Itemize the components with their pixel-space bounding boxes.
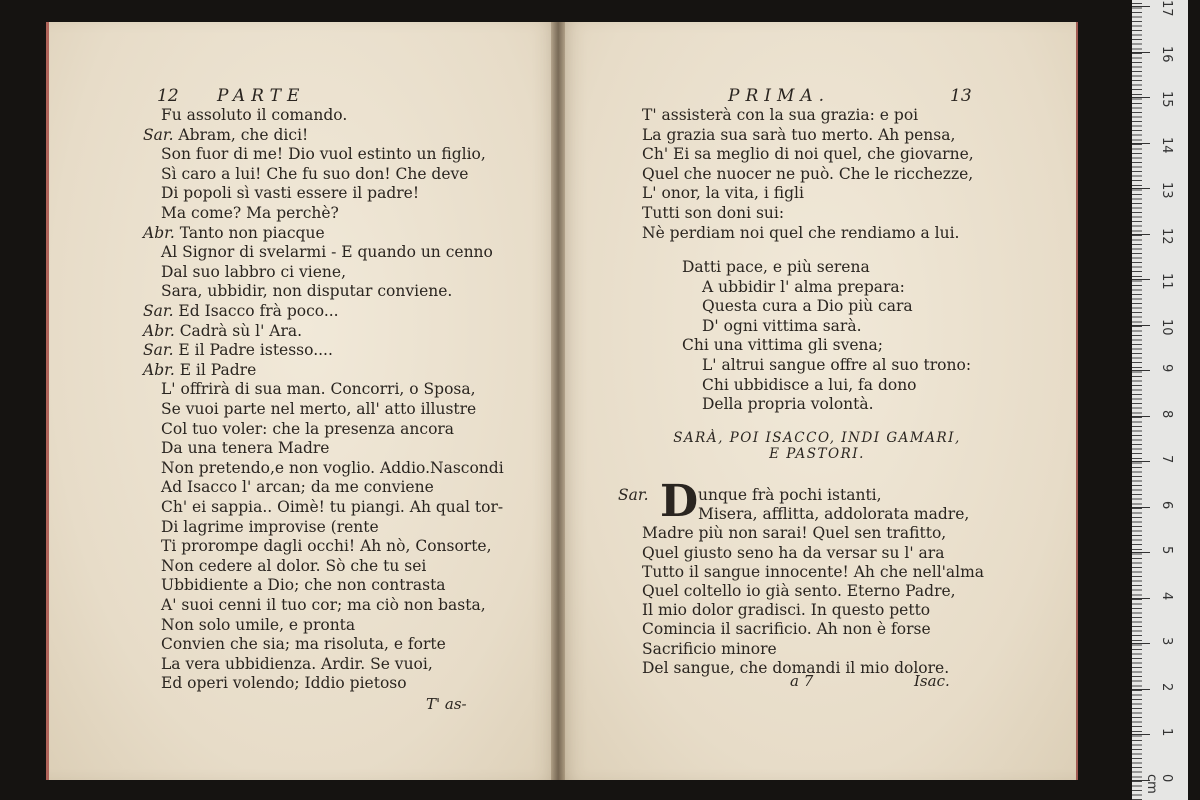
ruler-major-tick bbox=[1132, 598, 1150, 599]
right-aria-line: Questa cura a Dio più cara bbox=[702, 297, 913, 316]
line-text: Non cedere al dolor. Sò che tu sei bbox=[161, 556, 427, 575]
right-scene-line: unque frà pochi istanti, bbox=[698, 486, 882, 504]
left-line bbox=[143, 361, 256, 380]
right-recit-line: La grazia sua sarà tuo merto. Ah pensa, bbox=[642, 125, 956, 144]
left-line bbox=[143, 224, 325, 243]
ruler-major-tick bbox=[1132, 6, 1150, 7]
line-text: Ubbidiente a Dio; che non contrasta bbox=[161, 576, 446, 595]
left-line bbox=[161, 498, 503, 517]
ruler-number: 16 bbox=[1159, 45, 1174, 63]
right-scene-line: Tutto il sangue innocente! Ah che nell'alma bbox=[642, 562, 985, 581]
line-text: Ed Isacco frà poco... bbox=[178, 302, 339, 320]
ruler-major-tick bbox=[1132, 52, 1150, 53]
ruler-number: 0 cm bbox=[1144, 773, 1174, 794]
scene-heading-1: SARÀ, POI ISACCO, INDI GAMARI, bbox=[673, 430, 961, 446]
left-line bbox=[161, 184, 419, 203]
right-recit-line: Nè perdiam noi quel che rendiamo a lui. bbox=[642, 223, 960, 242]
line-text: Di popoli sì vasti essere il padre! bbox=[161, 184, 420, 203]
ruler-number: 10 bbox=[1159, 318, 1174, 336]
scene-speaker: Sar. bbox=[618, 486, 649, 504]
left-line bbox=[161, 655, 433, 674]
right-recit-line: T' assisterà con la sua grazia: e poi bbox=[642, 106, 919, 124]
line-text: Ed operi volendo; Iddio pietoso bbox=[161, 674, 407, 693]
ruler-major-tick bbox=[1132, 234, 1150, 235]
line-text: Convien che sia; ma risoluta, e forte bbox=[161, 635, 446, 654]
right-scene-line: Misera, afflitta, addolorata madre, bbox=[698, 505, 970, 524]
left-page-number: 12 bbox=[157, 86, 179, 106]
right-scene-line: Quel coltello io già sento. Eterno Padre, bbox=[642, 582, 956, 600]
ruler-number: 9 bbox=[1159, 364, 1174, 373]
line-text: E il Padre bbox=[179, 360, 257, 379]
line-text: Abram, che dici! bbox=[178, 125, 309, 144]
ruler-number: 1 bbox=[1159, 728, 1174, 737]
left-line bbox=[161, 439, 329, 458]
left-line bbox=[161, 674, 407, 693]
left-line bbox=[161, 400, 476, 419]
ruler-number: 14 bbox=[1159, 136, 1174, 154]
line-text: Ti prorompe dagli occhi! Ah nò, Consorte, bbox=[161, 537, 492, 556]
left-line bbox=[161, 616, 355, 635]
ruler-number: 4 bbox=[1159, 591, 1174, 600]
ruler-number: 2 bbox=[1159, 682, 1174, 691]
right-aria-line: Chi ubbidisce a lui, fa dono bbox=[702, 375, 917, 394]
left-line bbox=[161, 596, 486, 615]
right-recit-line: Tutti son doni sui: bbox=[642, 204, 785, 222]
right-aria-line: Datti pace, e più serena bbox=[682, 258, 870, 276]
line-text: Ad Isacco l' arcan; da me conviene bbox=[161, 478, 434, 497]
right-page-number: 13 bbox=[950, 86, 972, 106]
signature-mark: a 7 bbox=[790, 672, 814, 690]
ruler-number: 17 bbox=[1159, 0, 1174, 17]
line-text: Se vuoi parte nel merto, all' atto illustre bbox=[161, 400, 477, 418]
line-text: Non pretendo,e non voglio. Addio.Nascondi bbox=[161, 458, 504, 477]
line-text: Non solo umile, e pronta bbox=[161, 615, 356, 634]
ruler-major-tick bbox=[1132, 734, 1150, 735]
left-line bbox=[143, 341, 333, 360]
line-text: Ch' ei sappia.. Oimè! tu piangi. Ah qual tor- bbox=[161, 498, 504, 516]
ruler-number: 11 bbox=[1159, 273, 1174, 290]
right-aria-line: Chi una vittima gli svena; bbox=[682, 336, 883, 355]
left-line bbox=[161, 576, 446, 595]
left-line bbox=[143, 126, 308, 145]
ruler-number: 13 bbox=[1159, 182, 1174, 199]
scene-heading-2: E PASTORI. bbox=[769, 446, 865, 462]
left-line bbox=[143, 322, 302, 341]
speaker-label: Sar. bbox=[143, 302, 179, 320]
line-text: Sara, ubbidir, non disputar conviene. bbox=[161, 282, 453, 301]
ruler-major-tick bbox=[1132, 461, 1150, 462]
line-text: Col tuo voler: che la presenza ancora bbox=[161, 419, 455, 438]
line-text: Fu assoluto il comando. bbox=[161, 106, 348, 124]
right-scene-line: Comincia il sacrificio. Ah non è forse bbox=[642, 620, 931, 639]
speaker-label: Abr. bbox=[143, 321, 180, 340]
drop-cap: D bbox=[660, 476, 699, 527]
line-text: A' suoi cenni il tuo cor; ma ciò non basta, bbox=[161, 596, 486, 614]
ruler-major-tick bbox=[1132, 325, 1150, 326]
ruler-number: 7 bbox=[1159, 455, 1174, 464]
ruler-number: 3 bbox=[1159, 637, 1174, 646]
left-catchword: T' as- bbox=[426, 695, 467, 713]
left-line bbox=[161, 243, 493, 262]
right-aria-line: D' ogni vittima sarà. bbox=[702, 316, 862, 335]
left-line bbox=[161, 263, 346, 282]
ruler-major-tick bbox=[1132, 188, 1150, 189]
ruler-major-tick bbox=[1132, 689, 1150, 690]
left-line bbox=[161, 518, 379, 537]
speaker-label: Sar. bbox=[143, 125, 179, 144]
left-line bbox=[143, 302, 339, 321]
right-aria-line: Della propria volontà. bbox=[702, 395, 874, 414]
line-text: Tanto non piacque bbox=[179, 223, 325, 242]
left-line bbox=[161, 459, 504, 478]
ruler-number: 12 bbox=[1159, 227, 1174, 245]
book-gutter bbox=[551, 22, 565, 780]
line-text: Di lagrime improvise (rente bbox=[161, 517, 379, 536]
left-line bbox=[161, 380, 476, 399]
line-text: Dal suo labbro ci viene, bbox=[161, 262, 346, 281]
line-text: Al Signor di svelarmi - E quando un cenno bbox=[161, 243, 493, 262]
left-line bbox=[161, 165, 468, 184]
line-text: Da una tenera Madre bbox=[161, 439, 330, 458]
left-page bbox=[46, 22, 561, 780]
ruler-number: 15 bbox=[1159, 91, 1174, 108]
ruler-major-tick bbox=[1132, 143, 1150, 144]
left-line bbox=[161, 282, 452, 301]
left-line bbox=[161, 557, 426, 576]
ruler-number: 6 bbox=[1159, 500, 1174, 509]
right-scene-line: Del sangue, che domandi il mio dolore. bbox=[642, 658, 950, 677]
speaker-label: Abr. bbox=[143, 360, 180, 379]
right-recit-line: L' onor, la vita, i figli bbox=[642, 184, 804, 203]
line-text: Son fuor di me! Dio vuol estinto un figlio, bbox=[161, 145, 486, 164]
line-text: E il Padre istesso.... bbox=[178, 341, 333, 360]
speaker-label: Abr. bbox=[143, 223, 180, 242]
line-text: L' offrirà di sua man. Concorri, o Sposa, bbox=[161, 380, 476, 399]
right-scene-line: Quel giusto seno ha da versar su l' ara bbox=[642, 543, 945, 562]
open-book bbox=[46, 22, 1076, 780]
right-catchword: Isac. bbox=[914, 672, 950, 690]
left-line bbox=[161, 106, 347, 125]
left-line bbox=[161, 537, 492, 556]
ruler-major-tick bbox=[1132, 507, 1150, 508]
right-scene-line: Il mio dolor gradisci. In questo petto bbox=[642, 601, 931, 620]
right-scene-line: Madre più non sarai! Quel sen trafitto, bbox=[642, 524, 947, 543]
ruler-number: 8 bbox=[1159, 409, 1174, 418]
right-scene-line: Sacrificio minore bbox=[642, 639, 777, 658]
ruler-major-tick bbox=[1132, 279, 1150, 280]
left-line bbox=[161, 635, 446, 654]
ruler-major-tick bbox=[1132, 416, 1150, 417]
left-line bbox=[161, 204, 339, 223]
ruler-major-tick bbox=[1132, 370, 1150, 371]
line-text: Cadrà sù l' Ara. bbox=[179, 321, 303, 340]
measurement-ruler bbox=[1132, 0, 1188, 800]
left-line bbox=[161, 145, 486, 164]
left-line bbox=[161, 420, 454, 439]
left-line bbox=[161, 478, 434, 497]
line-text: La vera ubbidienza. Ardir. Se vuoi, bbox=[161, 654, 433, 673]
right-recit-line: Quel che nuocer ne può. Che le ricchezze, bbox=[642, 164, 974, 183]
ruler-major-tick bbox=[1132, 97, 1150, 98]
ruler-major-tick bbox=[1132, 552, 1150, 553]
speaker-label: Sar. bbox=[143, 341, 179, 360]
right-aria-line: L' altrui sangue offre al suo trono: bbox=[702, 356, 972, 374]
ruler-number: 5 bbox=[1159, 546, 1174, 555]
right-recit-line: Ch' Ei sa meglio di noi quel, che giovarne, bbox=[642, 145, 974, 164]
line-text: Ma come? Ma perchè? bbox=[161, 204, 339, 222]
ruler-major-tick bbox=[1132, 643, 1150, 644]
right-page bbox=[558, 22, 1078, 780]
right-aria-line: A ubbidir l' alma prepara: bbox=[702, 277, 905, 296]
line-text: Sì caro a lui! Che fu suo don! Che deve bbox=[161, 164, 469, 183]
right-running-head: PRIMA. bbox=[728, 86, 831, 106]
left-running-head: PARTE bbox=[217, 86, 306, 106]
